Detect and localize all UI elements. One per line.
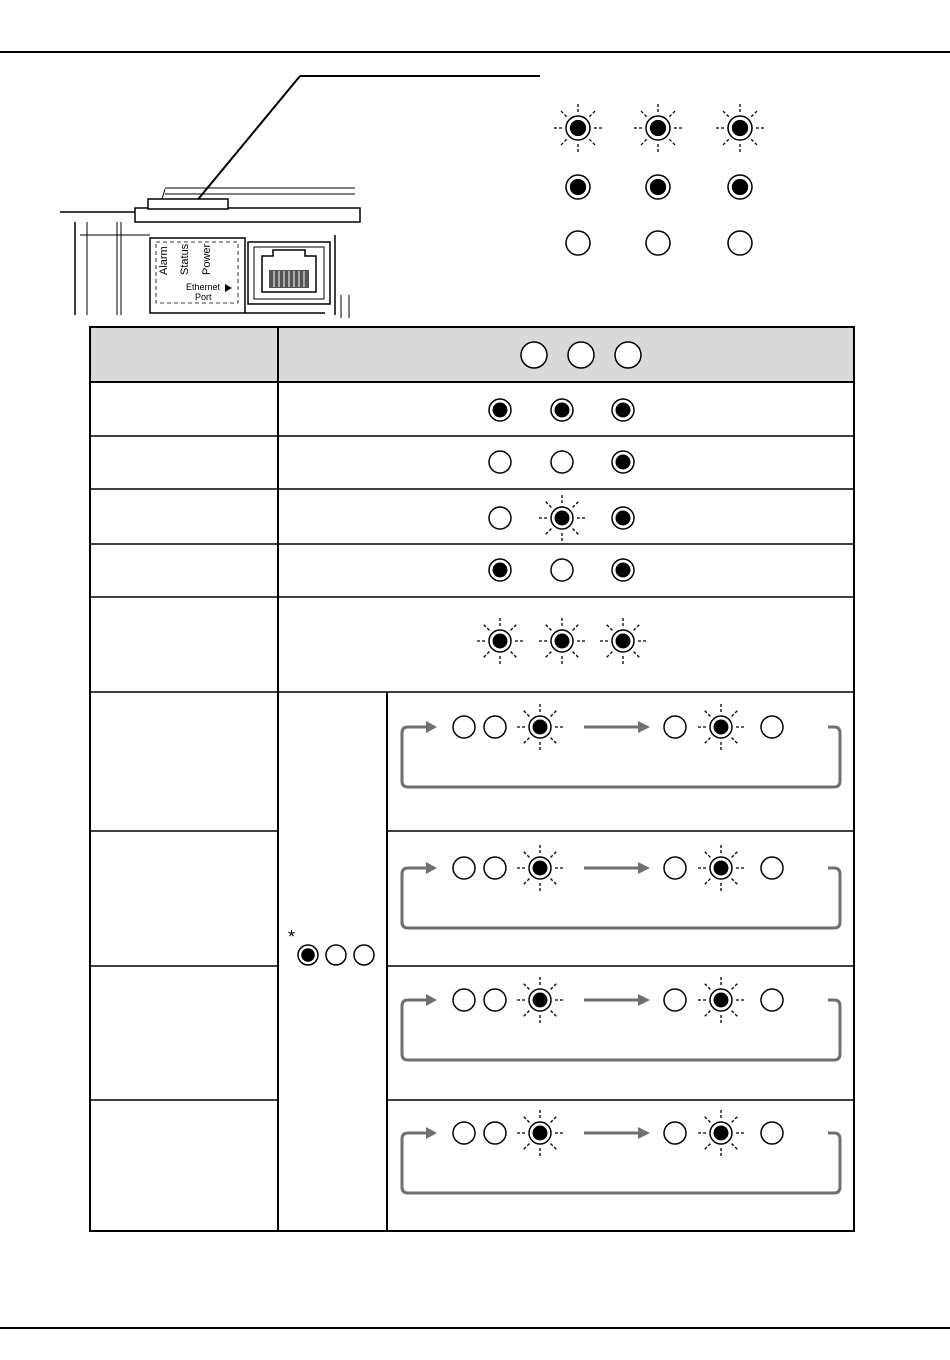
sequence-to-led-blinking [697, 703, 745, 751]
status-led-blinking [538, 494, 586, 542]
status-led-lit [612, 451, 634, 473]
ethernet-port-label: Ethernet [186, 282, 221, 292]
status-led-lit [612, 399, 634, 421]
status-led-lit [489, 399, 511, 421]
header-led-off [521, 342, 547, 368]
sequence-from-led-off [484, 716, 506, 738]
status-led-blinking [599, 617, 647, 665]
sequence-to-led-off [664, 989, 686, 1011]
status-led-blinking [476, 617, 524, 665]
legend-led-off [566, 231, 590, 255]
status-led-lit [551, 399, 573, 421]
sequence-to-led-off [664, 716, 686, 738]
legend-led-blinking [715, 103, 765, 153]
note-led-off [326, 945, 346, 965]
note-asterisk: * [288, 927, 296, 947]
led-legend [540, 95, 780, 265]
header-led-off [615, 342, 641, 368]
status-led-off [551, 559, 573, 581]
note-led-off [354, 945, 374, 965]
sequence-to-led-off [664, 1122, 686, 1144]
device-illustration [55, 70, 545, 325]
legend-led-lit [566, 175, 590, 199]
status-led-lit [612, 559, 634, 581]
status-led-lit [489, 559, 511, 581]
status-led-off [551, 451, 573, 473]
sequence-to-led-off [664, 857, 686, 879]
sequence-from-led-blinking [516, 844, 564, 892]
sequence-from-led-off [484, 1122, 506, 1144]
sequence-to-led-off [761, 1122, 783, 1144]
legend-led-off [646, 231, 670, 255]
sequence-from-led-off [453, 1122, 475, 1144]
top-rule [0, 51, 950, 53]
sequence-from-led-off [453, 989, 475, 1011]
sequence-from-led-off [453, 857, 475, 879]
sequence-from-led-off [484, 857, 506, 879]
header-led-off [568, 342, 594, 368]
status-label: Status [179, 243, 191, 275]
sequence-from-led-blinking [516, 703, 564, 751]
legend-led-blinking [633, 103, 683, 153]
sequence-from-led-blinking [516, 1109, 564, 1157]
status-led-off [489, 507, 511, 529]
sequence-to-led-off [761, 989, 783, 1011]
legend-led-lit [728, 175, 752, 199]
bottom-rule [0, 1327, 950, 1329]
sequence-to-led-off [761, 716, 783, 738]
status-led-lit [612, 507, 634, 529]
status-led-off [489, 451, 511, 473]
power-label: Power [201, 243, 213, 275]
sequence-to-led-blinking [697, 1109, 745, 1157]
sequence-to-led-blinking [697, 844, 745, 892]
ethernet-port-label-line2: Port [195, 292, 212, 302]
sequence-from-led-off [484, 989, 506, 1011]
note-led-lit [298, 945, 318, 965]
sequence-from-led-blinking [516, 976, 564, 1024]
legend-led-off [728, 231, 752, 255]
table-header [90, 327, 854, 382]
sequence-from-led-off [453, 716, 475, 738]
sequence-to-led-off [761, 857, 783, 879]
alarm-label: Alarm [158, 246, 170, 275]
legend-led-lit [646, 175, 670, 199]
sequence-to-led-blinking [697, 976, 745, 1024]
legend-led-blinking [553, 103, 603, 153]
led-status-table [88, 325, 858, 1235]
status-led-blinking [538, 617, 586, 665]
